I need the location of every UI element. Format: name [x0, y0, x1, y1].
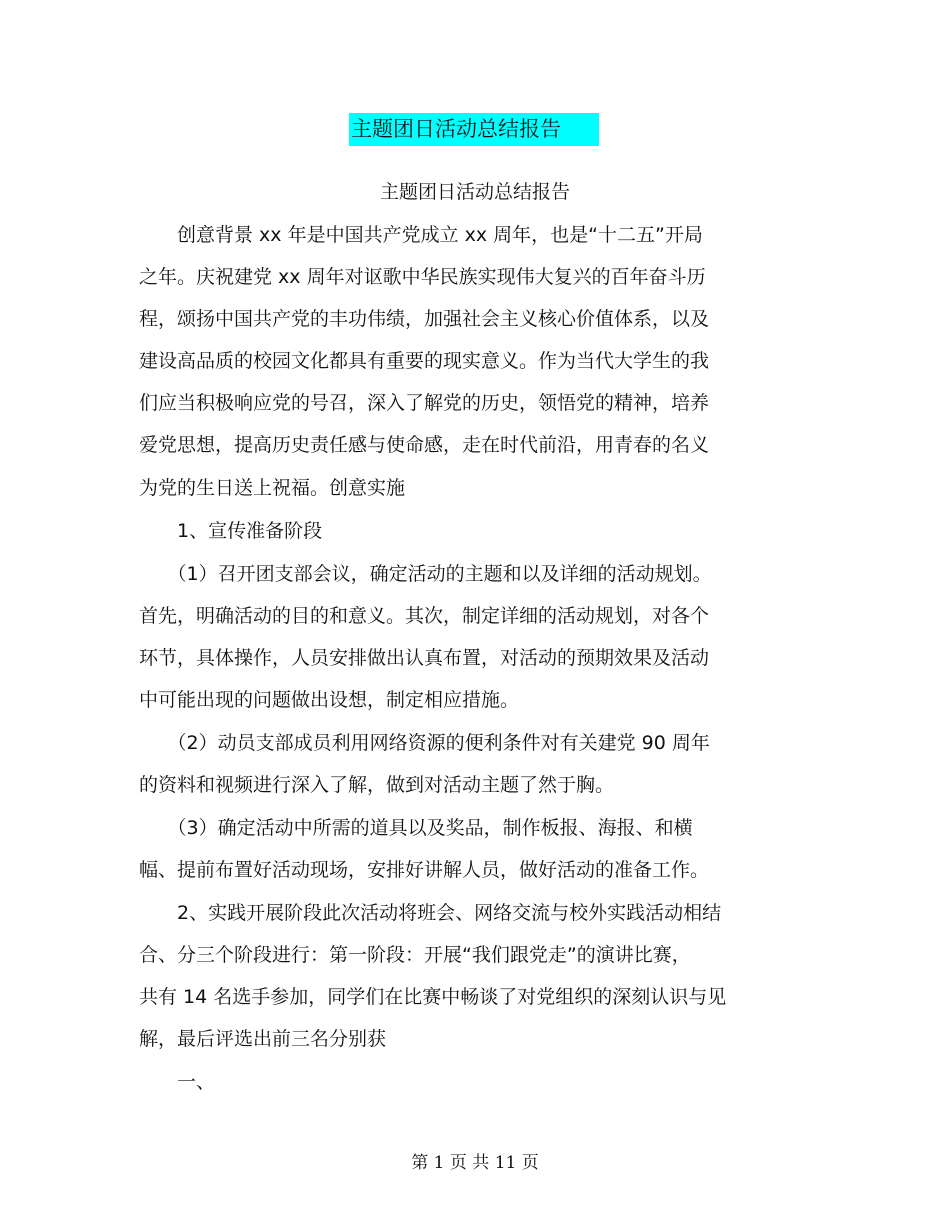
- body-line: 中可能出现的问题做出设想，制定相应措施。: [139, 689, 520, 711]
- section-heading: 1、宣传准备阶段: [139, 520, 323, 542]
- body-line: 一、: [139, 1071, 216, 1093]
- document-title: 主题团日活动总结报告: [349, 113, 599, 146]
- body-line: 建设高品质的校园文化都具有重要的现实意义。作为当代大学生的我: [139, 350, 710, 372]
- body-line: 环节，具体操作，人员安排做出认真布置，对活动的预期效果及活动: [139, 647, 710, 669]
- body-line: 解，最后评选出前三名分别获: [139, 1028, 387, 1050]
- body-line: （2）动员支部成员利用网络资源的便利条件对有关建党 90 周年: [139, 732, 710, 754]
- body-line: 程，颂扬中国共产党的丰功伟绩，加强社会主义核心价值体系，以及: [139, 308, 710, 330]
- section-heading: 2、实践开展阶段此次活动将班会、网络交流与校外实践活动相结: [139, 902, 722, 924]
- body-line: （1）召开团支部会议，确定活动的主题和以及详细的活动规划。: [139, 563, 712, 585]
- body-line: 幅、提前布置好活动现场，安排好讲解人员，做好活动的准备工作。: [139, 859, 710, 881]
- body-line: 为党的生日送上祝福。创意实施: [139, 477, 406, 499]
- body-line: 的资料和视频进行深入了解，做到对活动主题了然于胸。: [139, 774, 615, 796]
- body-line: 创意背景 xx 年是中国共产党成立 xx 周年，也是“十二五”开局: [139, 224, 703, 246]
- body-line: 爱党思想，提高历史责任感与使命感，走在时代前沿，用青春的名义: [139, 434, 710, 456]
- document-subtitle: 主题团日活动总结报告: [379, 181, 570, 203]
- body-line: 们应当积极响应党的号召，深入了解党的历史，领悟党的精神，培养: [139, 392, 710, 414]
- body-line: 首先，明确活动的目的和意义。其次，制定详细的活动规划，对各个: [139, 605, 710, 627]
- body-line: （3）确定活动中所需的道具以及奖品，制作板报、海报、和横: [139, 817, 693, 839]
- page-footer: 第 1 页 共 11 页: [411, 1153, 539, 1173]
- body-line: 共有 14 名选手参加，同学们在比赛中畅谈了对党组织的深刻认识与见: [139, 986, 727, 1008]
- body-line: 之年。庆祝建党 xx 周年对讴歌中华民族实现伟大复兴的百年奋斗历: [139, 266, 706, 288]
- body-line: 合、分三个阶段进行：第一阶段：开展“我们跟党走”的演讲比赛，: [139, 944, 691, 966]
